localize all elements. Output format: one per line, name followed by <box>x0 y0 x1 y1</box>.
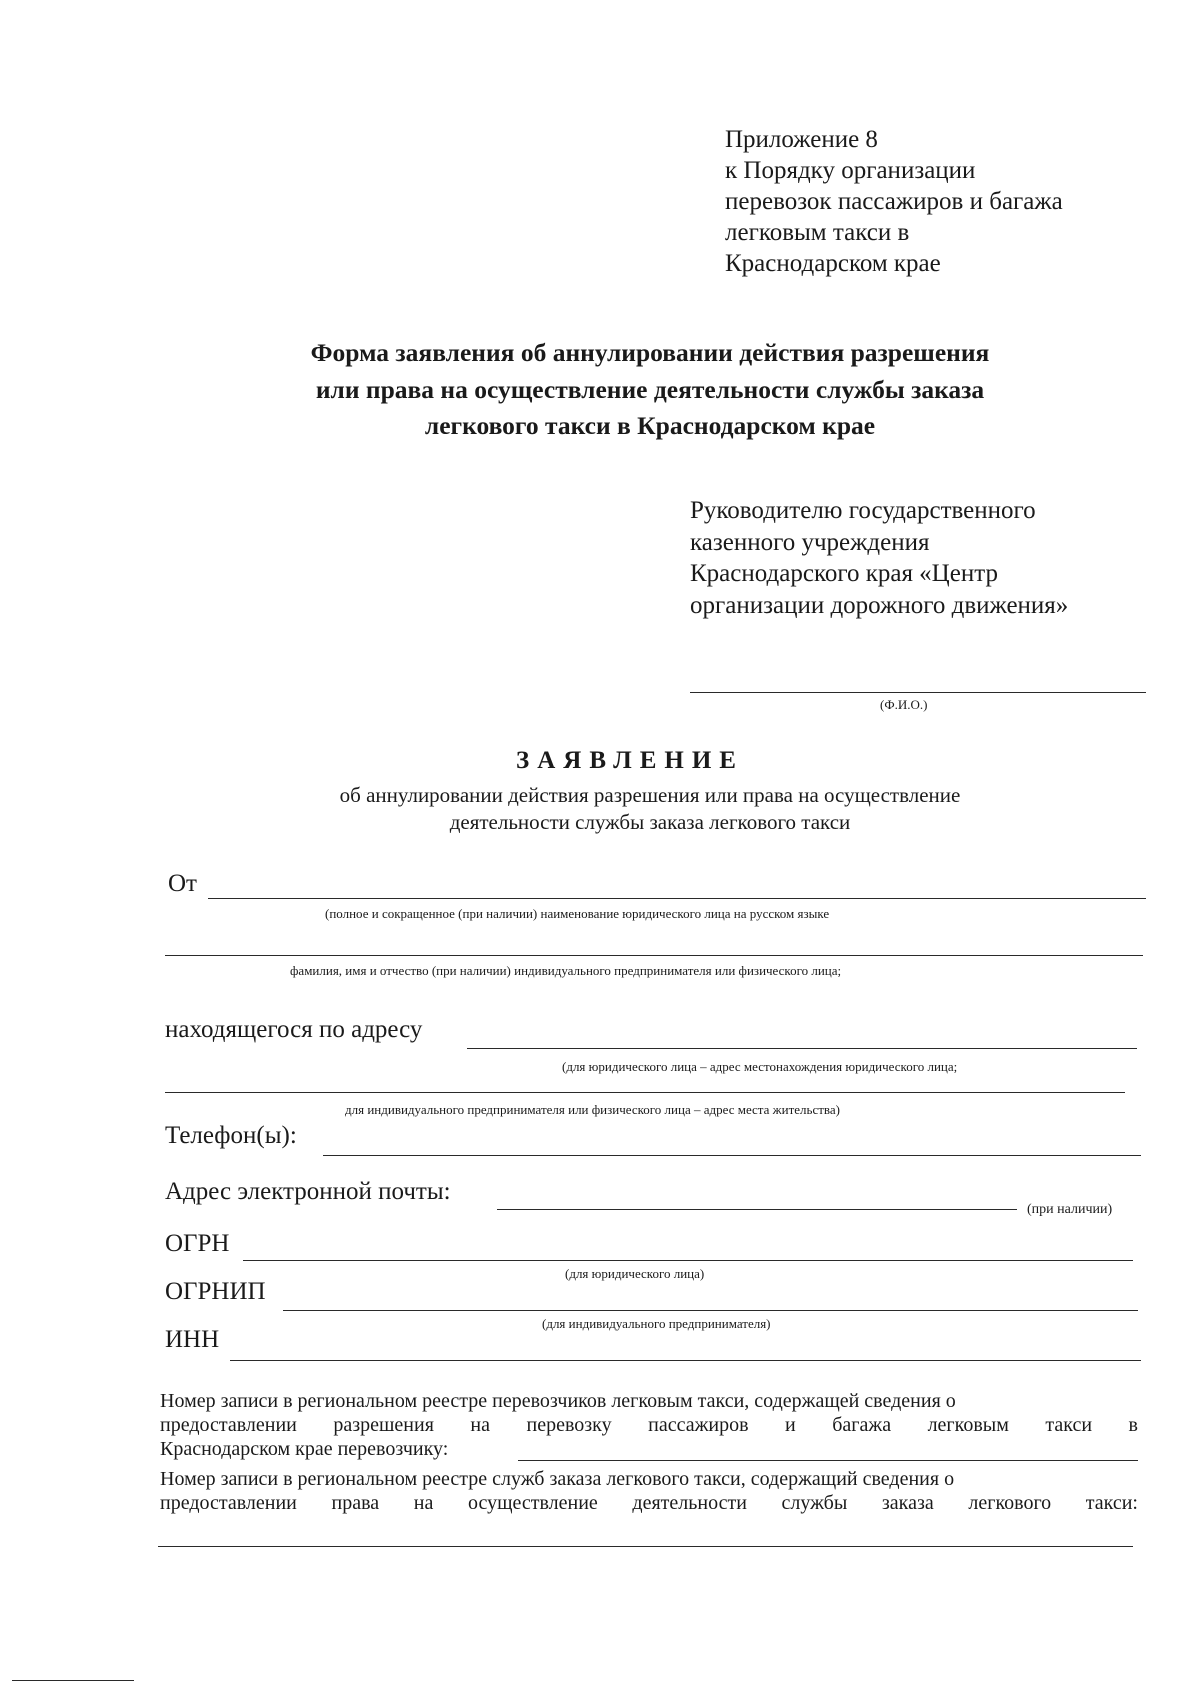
address-caption-2: для индивидуального предпринимателя или физического лица – адрес места жительства) <box>345 1102 840 1117</box>
appendix-line: перевозок пассажиров и багажа <box>725 188 1063 215</box>
from-caption-2: фамилия, имя и отчество (при наличии) индивидуального предпринимателя или физического лица; <box>290 963 842 978</box>
ogrn-caption: (для юридического лица) <box>565 1266 705 1281</box>
carrier-registry-field-line[interactable] <box>518 1460 1138 1461</box>
phone-label: Телефон(ы): <box>165 1122 297 1149</box>
ogrnip-label: ОГРНИП <box>165 1278 266 1305</box>
footnote-separator <box>12 1680 134 1681</box>
ogrnip-field-line[interactable] <box>283 1310 1138 1311</box>
inn-label: ИНН <box>165 1326 220 1353</box>
recipient-block <box>690 495 1160 621</box>
subheading-line: деятельности службы заказа легкового такси <box>449 810 851 834</box>
carrier-registry-line: предоставлении разрешения на перевозку пассажиров и багажа легковым такси в <box>160 1414 1138 1436</box>
statement-heading: ЗАЯВЛЕНИЕ <box>516 747 744 774</box>
appendix-note <box>725 124 1145 279</box>
phone-field-line[interactable] <box>323 1155 1141 1156</box>
appendix-line: Краснодарском крае <box>725 250 941 277</box>
from-label: От <box>168 870 197 897</box>
from-caption: (полное и сокращенное (при наличии) наименование юридического лица на русском языке <box>325 906 830 921</box>
email-label: Адрес электронной почты: <box>165 1178 451 1205</box>
recipient-line: казенного учреждения <box>690 528 930 556</box>
statement-subheading <box>250 782 1050 836</box>
subheading-line: об аннулировании действия разрешения или права на осуществление <box>339 783 961 807</box>
form-title-line: легкового такси в Краснодарском крае <box>424 411 876 440</box>
ogrn-label: ОГРН <box>165 1230 230 1257</box>
appendix-line: к Порядку организации <box>725 157 976 184</box>
address-field-line-2[interactable] <box>165 1092 1125 1093</box>
fio-caption: (Ф.И.О.) <box>880 697 928 712</box>
address-field-line[interactable] <box>467 1048 1137 1049</box>
service-registry-line: Номер записи в региональном реестре служб заказа легкового такси, содержащий сведения о <box>160 1468 955 1490</box>
form-title-line: или права на осуществление деятельности службы заказа <box>315 374 985 404</box>
carrier-registry-line: Краснодарском крае перевозчику: <box>160 1438 449 1460</box>
inn-field-line[interactable] <box>230 1360 1141 1361</box>
address-label: находящегося по адресу <box>165 1016 423 1043</box>
service-registry-line: предоставлении права на осуществление деятельности службы заказа легкового такси: <box>160 1492 1138 1514</box>
service-registry-field-line[interactable] <box>158 1546 1133 1547</box>
recipient-line: Руководителю государственного <box>690 497 1036 524</box>
email-field-line[interactable] <box>497 1209 1017 1210</box>
appendix-line: Приложение 8 <box>725 126 878 153</box>
from-field-line[interactable] <box>208 898 1146 899</box>
ogrnip-caption: (для индивидуального предпринимателя) <box>542 1316 771 1331</box>
recipient-line: Краснодарского края «Центр <box>690 560 998 587</box>
address-caption: (для юридического лица – адрес местонахождения юридического лица; <box>562 1059 958 1074</box>
email-note: (при наличии) <box>1027 1202 1113 1217</box>
ogrn-field-line[interactable] <box>243 1260 1133 1261</box>
recipient-line: организации дорожного движения» <box>690 591 1069 619</box>
appendix-line: легковым такси в <box>725 219 910 246</box>
carrier-registry-line: Номер записи в региональном реестре перевозчиков легковым такси, содержащей сведения о <box>160 1390 956 1412</box>
fio-field-line[interactable] <box>690 692 1146 693</box>
from-field-line-2[interactable] <box>165 955 1143 956</box>
form-title <box>250 335 1050 445</box>
form-title-line: Форма заявления об аннулировании действия разрешения <box>310 338 990 367</box>
